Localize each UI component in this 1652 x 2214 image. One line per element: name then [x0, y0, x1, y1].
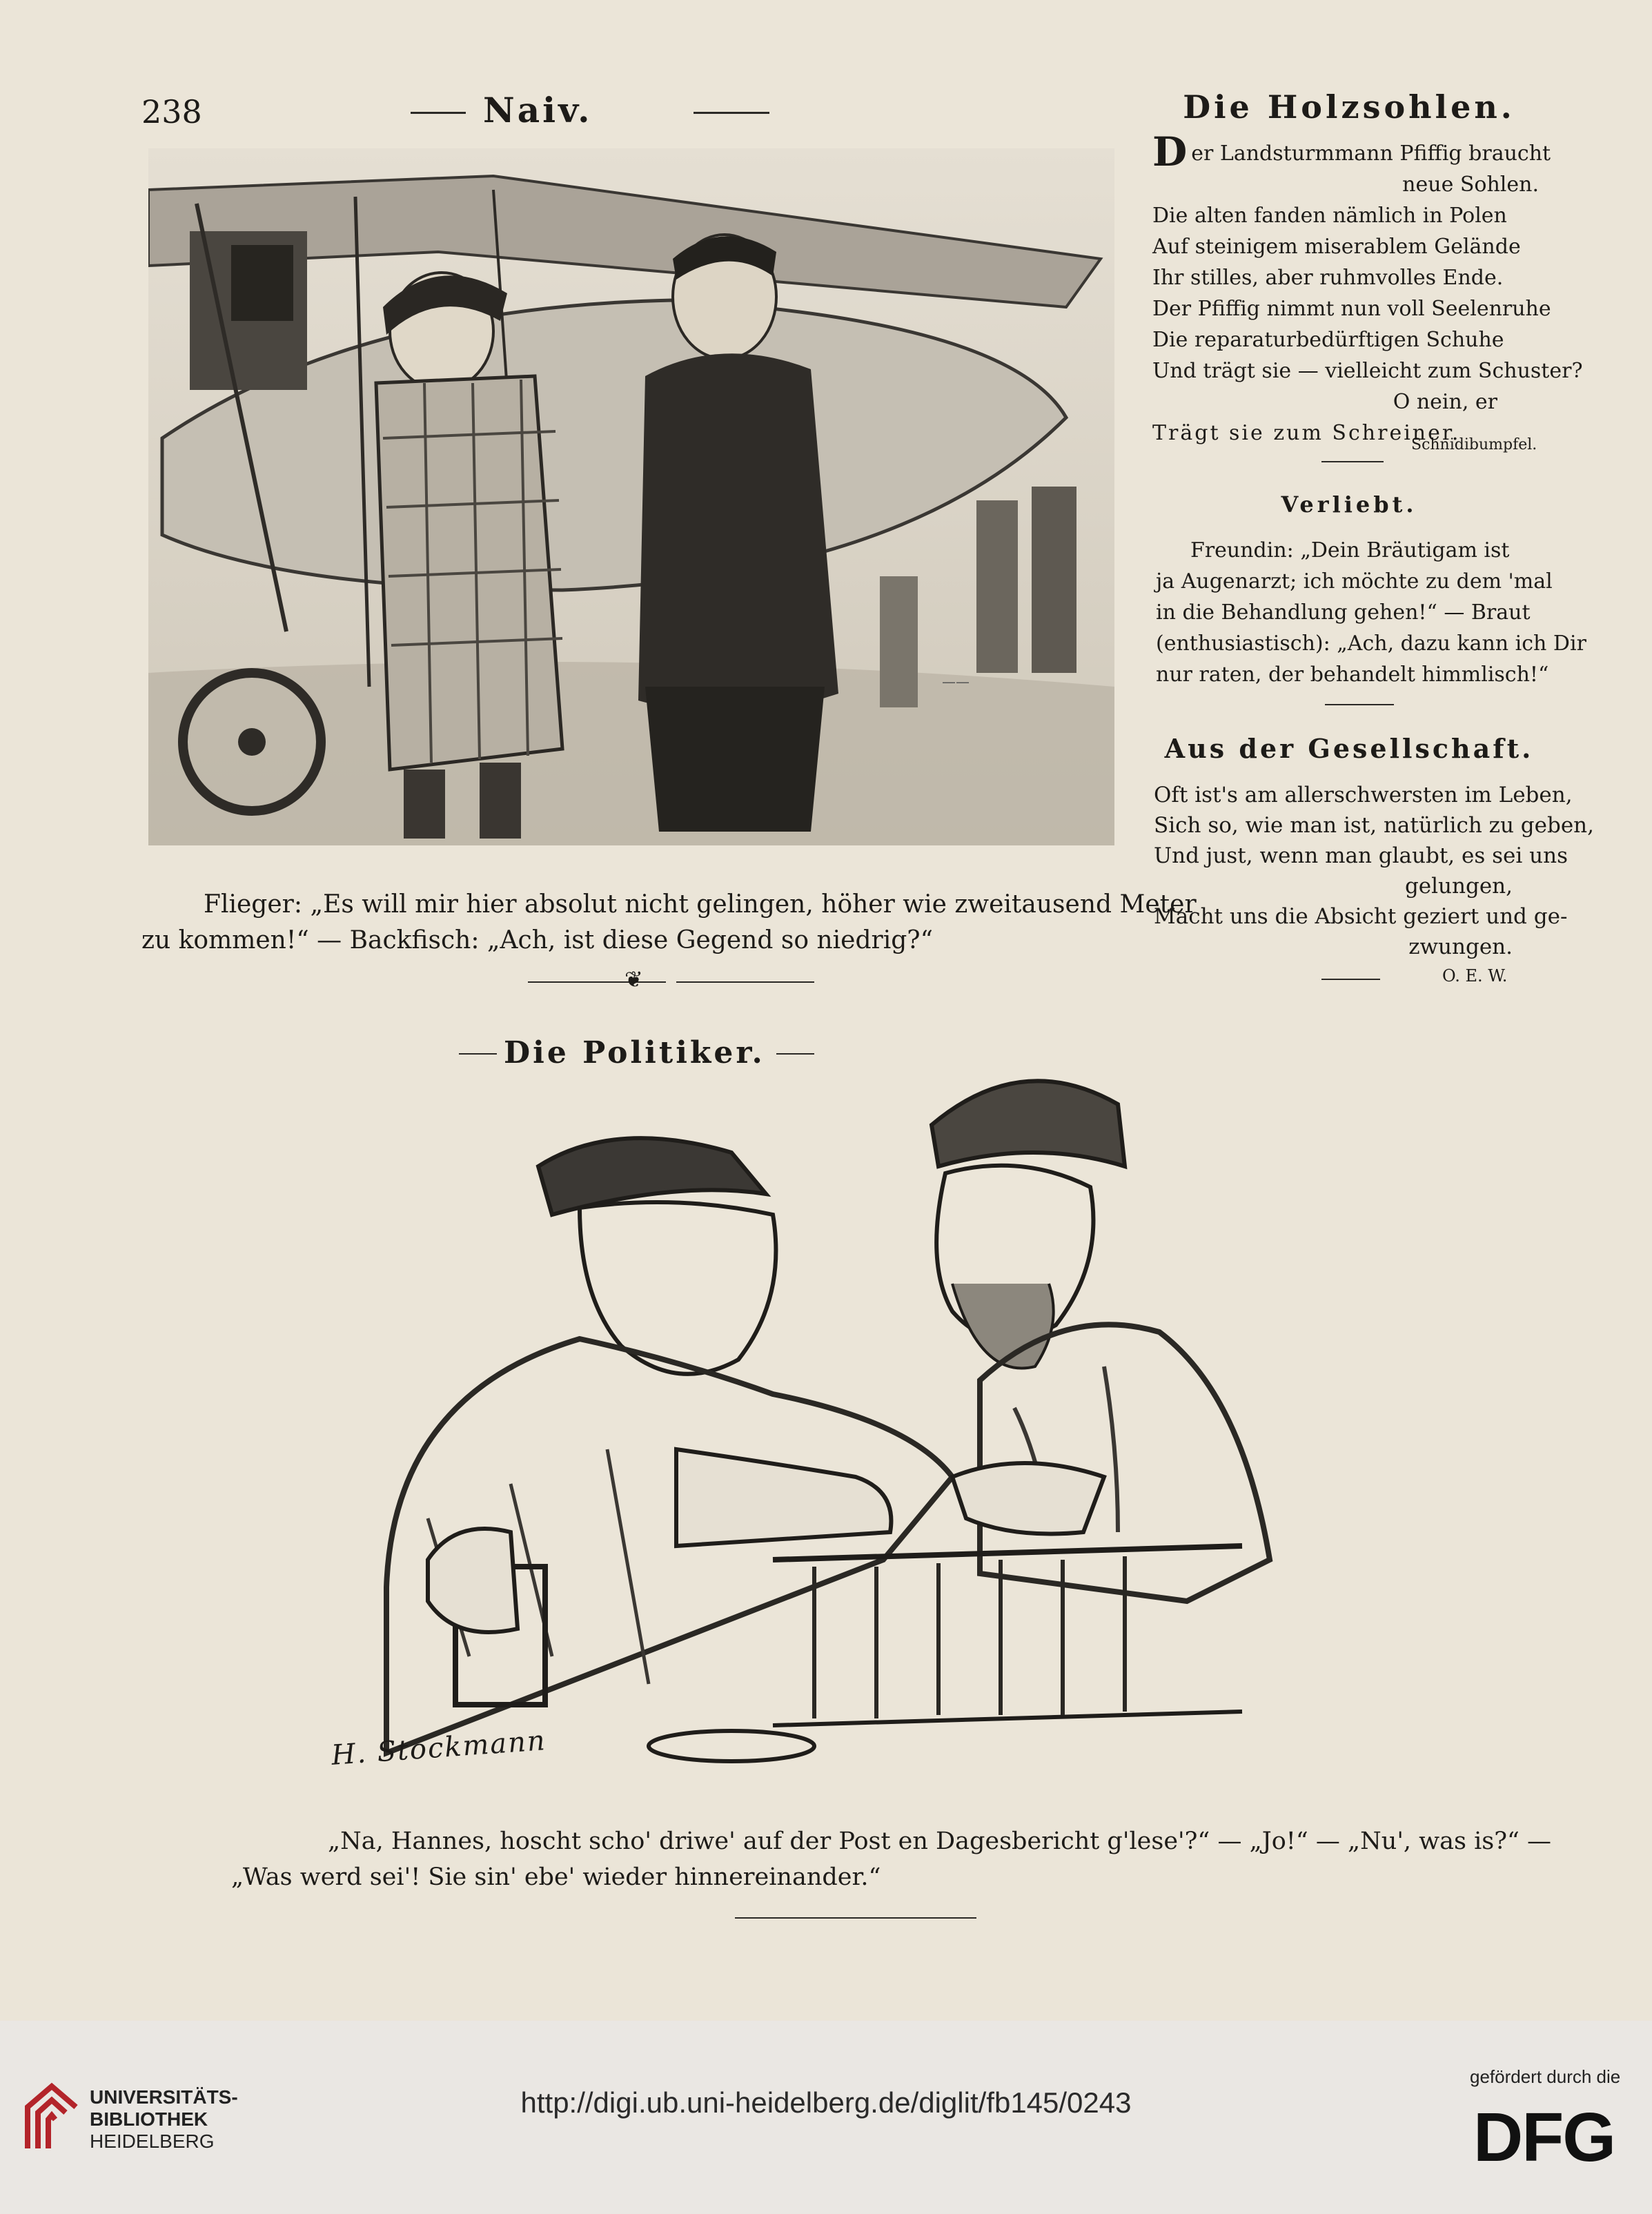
university-line-1: UNIVERSITÄTS-: [90, 2086, 238, 2108]
divider-ornament-right: [676, 981, 814, 983]
artist-signature: H. Stockmann: [330, 1725, 548, 1772]
caption-aviator: [141, 887, 1197, 959]
university-line-3: HEIDELBERG: [90, 2130, 215, 2152]
poem-line-10: Trägt sie zum Schreiner.: [1152, 421, 1461, 445]
divider-flourish: ❦: [625, 966, 643, 992]
poem-holzsohlen: [1152, 128, 1583, 449]
dfg-logo: DFG: [1473, 2099, 1615, 2176]
signature-holzsohlen: Schnidibumpfel.: [1411, 436, 1537, 453]
poem-line-7: Die reparaturbedürftigen Schuhe: [1152, 328, 1504, 352]
gesellschaft-line-2: Sich so, wie man ist, natürlich zu geben,: [1154, 813, 1594, 838]
university-line-2: BIBLIOTHEK: [90, 2108, 208, 2130]
caption-aviator-line-2: zu kommen!“ — Backfisch: „Ach, ist diese Gegend so niedrig?“: [141, 926, 933, 954]
caption-politiker: [231, 1823, 1552, 1895]
illustration-politiker: [290, 1035, 1380, 1787]
verliebt-line-5: nur raten, der behandelt himmlisch!“: [1156, 663, 1549, 687]
text-verliebt: [1156, 535, 1586, 690]
digital-library-link[interactable]: http://digi.ub.uni-heidelberg.de/diglit/fb145/0243: [520, 2086, 1132, 2119]
svg-text:——: ——: [942, 674, 970, 690]
poem-gesellschaft: [1154, 780, 1594, 962]
caption-politiker-line-1: „Na, Hannes, hoscht scho' driwe' auf der Post en Dagesbericht g'lese'?“ — „Jo!“ — „Nu', was is?“ —: [328, 1828, 1552, 1855]
poem-line-9: O nein, er: [1393, 390, 1497, 414]
end-rule: [735, 1917, 976, 1919]
poem-line-6: Der Pfiffig nimmt nun voll Seelenruhe: [1152, 297, 1551, 321]
title-politiker: Die Politiker.: [504, 1035, 765, 1070]
gesellschaft-line-3: Und just, wenn man glaubt, es sei uns: [1154, 843, 1568, 868]
illustration-aviator: [148, 148, 1114, 845]
verliebt-line-1: Freundin: „Dein Bräutigam ist: [1190, 538, 1510, 562]
title-holzsohlen: Die Holzsohlen.: [1183, 88, 1515, 126]
verliebt-line-4: (enthusiastisch): „Ach, dazu kann ich Dir: [1156, 631, 1586, 656]
ornament-right: [694, 112, 769, 114]
small-divider-1: [1321, 461, 1384, 462]
ornament-left: [411, 112, 466, 114]
gesellschaft-line-1: Oft ist's am allerschwersten im Leben,: [1154, 783, 1573, 807]
poem-line-5: Ihr stilles, aber ruhmvolles Ende.: [1152, 266, 1504, 290]
poem-line-2: neue Sohlen.: [1402, 173, 1539, 197]
small-divider-3: [1321, 979, 1380, 980]
verliebt-line-2: ja Augenarzt; ich möchte zu dem 'mal: [1156, 569, 1553, 594]
page-number: 238: [141, 93, 202, 130]
title-gesellschaft: Aus der Gesellschaft.: [1164, 733, 1534, 764]
politiker-drawing: [290, 1035, 1380, 1787]
verliebt-line-3: in die Behandlung gehen!“ — Braut: [1156, 600, 1531, 625]
caption-aviator-line-1: Flieger: „Es will mir hier absolut nicht gelingen, höher wie zweitausend Meter: [204, 890, 1197, 919]
poem-line-8: Und trägt sie — vielleicht zum Schuster?: [1152, 359, 1583, 383]
poem-line-1: D er Landsturmmann Pfiffig braucht: [1152, 128, 1551, 175]
poem-line-4: Auf steinigem miserablem Gelände: [1152, 235, 1521, 259]
divider-ornament-left: [528, 981, 666, 983]
aviator-drawing: [148, 148, 1114, 845]
running-title: Naiv.: [483, 90, 593, 130]
small-divider-2: [1325, 704, 1394, 705]
signature-gesellschaft: O. E. W.: [1442, 966, 1508, 986]
title-verliebt: Verliebt.: [1281, 491, 1417, 518]
funding-label: gefördert durch die: [1470, 2066, 1621, 2087]
poem-line-3: Die alten fanden nämlich in Polen: [1152, 204, 1507, 228]
caption-politiker-line-2: „Was werd sei'! Sie sin' ebe' wieder hinnereinander.“: [231, 1863, 881, 1891]
gesellschaft-line-5: Macht uns die Absicht geziert und ge-: [1154, 904, 1568, 929]
gesellschaft-line-4: gelungen,: [1404, 874, 1513, 899]
gesellschaft-line-6: zwungen.: [1408, 934, 1513, 959]
footer-bar: [0, 2021, 1652, 2214]
